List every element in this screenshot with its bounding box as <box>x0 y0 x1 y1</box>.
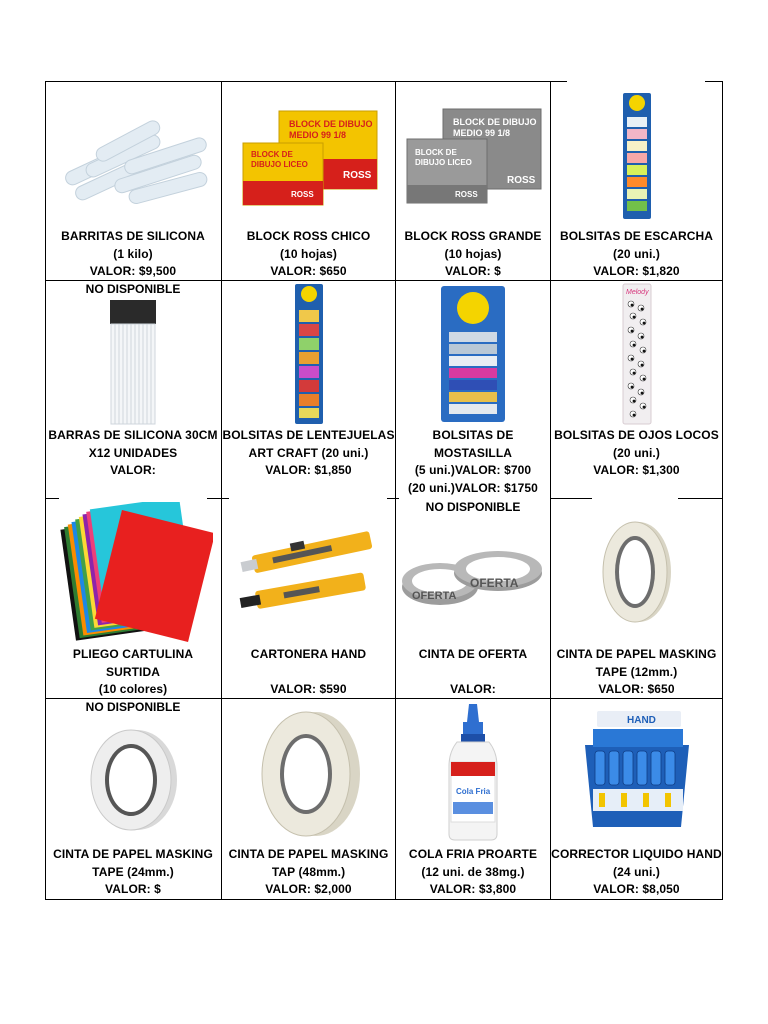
drawing-block-yellow-image <box>222 81 395 227</box>
product-name: PLIEGO CARTULINA SURTIDA <box>72 647 194 679</box>
product-name: CARTONERA HAND <box>250 647 367 661</box>
box-cutter-image <box>222 499 395 645</box>
product-detail: (10 hojas) <box>279 246 337 261</box>
product-name: CINTA DE PAPEL MASKING <box>556 647 717 661</box>
glitter-bags-image <box>551 81 722 227</box>
product-price: VALOR: $3,800 <box>429 882 517 896</box>
product-detail: (10 hojas) <box>444 246 502 261</box>
grid-col-right <box>722 81 723 900</box>
offer-tape-image <box>396 515 550 645</box>
tape-print: OFERTA <box>470 576 519 590</box>
product-price: VALOR: $590 <box>270 682 347 696</box>
silicone-bars-image <box>45 297 221 427</box>
product-price: VALOR: $ <box>105 882 161 896</box>
masking-tape-48-image <box>222 699 395 845</box>
white-glue-image <box>396 699 550 845</box>
bottle-label: Cola Fria <box>456 787 491 796</box>
masking-tape-24-image <box>45 713 221 845</box>
pack-label: BLOCK DE <box>415 148 457 157</box>
beads-bags-image <box>396 281 550 427</box>
status-label: NO DISPONIBLE <box>85 282 181 296</box>
silicone-sticks-image <box>45 81 221 227</box>
product-price: VALOR: $1,820 <box>593 264 680 278</box>
product-detail: ART CRAFT (20 uni.) <box>248 445 369 460</box>
product-detail: TAPE (24mm.) <box>92 864 174 879</box>
pack-label: MEDIO 99 1/8 <box>288 130 346 140</box>
status-label: NO DISPONIBLE <box>425 500 521 514</box>
pack-label: MEDIO 99 1/8 <box>453 128 511 138</box>
product-detail: (20 uni.) <box>613 246 660 261</box>
product-card <box>45 699 221 899</box>
product-price: VALOR: $8,050 <box>593 882 680 896</box>
product-price: VALOR: $ <box>445 264 501 278</box>
product-detail: (24 uni.) <box>613 864 660 879</box>
product-card <box>396 699 550 899</box>
product-name: CORRECTOR LIQUIDO HAND <box>551 847 722 861</box>
tape-print: OFERTA <box>412 590 457 602</box>
product-price-secondary: (20 uni.)VALOR: $1750 <box>408 480 538 495</box>
pack-label: DIBUJO LICEO <box>415 158 472 167</box>
product-card <box>551 81 722 281</box>
product-catalog-grid <box>45 81 723 900</box>
product-detail: (12 uni. de 38mg.) <box>421 864 525 879</box>
product-price: VALOR: $9,500 <box>89 264 177 278</box>
grid-line-bottom <box>45 899 723 900</box>
drawing-block-gray-image <box>396 81 550 227</box>
product-name: BARRAS DE SILICONA 30CM <box>48 428 218 442</box>
product-card <box>551 281 722 498</box>
product-card <box>45 499 221 698</box>
masking-tape-12-image <box>551 499 722 645</box>
product-name: BOLSITAS DE ESCARCHA <box>559 229 714 243</box>
status-label: NO DISPONIBLE <box>85 700 181 714</box>
product-card <box>222 699 395 899</box>
product-detail: (20 uni.) <box>613 445 660 460</box>
brand-logo: HAND <box>626 715 656 726</box>
pack-label: DIBUJO LICEO <box>250 160 308 169</box>
product-price: (5 uni.)VALOR: $700 <box>414 463 532 477</box>
product-card <box>222 499 395 698</box>
product-detail: (1 kilo) <box>113 246 153 261</box>
googly-eyes-image <box>551 281 722 427</box>
product-card <box>45 281 221 498</box>
product-card <box>45 81 221 281</box>
product-name: BARRITAS DE SILICONA <box>61 229 205 243</box>
brand-logo: ROSS <box>290 190 314 199</box>
brand-logo: ROSS <box>507 175 536 186</box>
product-card <box>551 499 722 698</box>
product-price: VALOR: $650 <box>598 682 675 696</box>
product-name: BOLSITAS DE LENTEJUELAS <box>222 428 395 442</box>
product-price: VALOR: $650 <box>270 264 347 278</box>
cardstock-sheets-image <box>45 499 221 645</box>
product-detail: TAP (48mm.) <box>271 864 346 879</box>
brand-logo: ROSS <box>455 190 478 199</box>
product-name: BLOCK ROSS GRANDE <box>404 229 542 243</box>
sequin-bags-image <box>222 281 395 427</box>
product-detail: X12 UNIDADES <box>88 445 178 460</box>
svg-text:Melody: Melody <box>625 289 649 296</box>
product-price: VALOR: $1,850 <box>265 463 352 477</box>
product-name: CINTA DE PAPEL MASKING <box>53 847 213 861</box>
product-name: BOLSITAS DE OJOS LOCOS <box>554 428 719 442</box>
brand-logo: ROSS <box>342 170 371 181</box>
product-detail: MOSTASILLA <box>433 445 513 460</box>
product-card <box>396 281 550 498</box>
product-price: VALOR: <box>110 463 156 477</box>
product-name: BOLSITAS DE <box>432 428 514 442</box>
product-card <box>551 699 722 899</box>
product-name: BLOCK ROSS CHICO <box>246 229 371 243</box>
product-name: CINTA DE PAPEL MASKING <box>228 847 389 861</box>
pack-label: BLOCK DE DIBUJO <box>453 117 537 127</box>
product-card <box>222 281 395 498</box>
product-name: CINTA DE OFERTA <box>418 647 528 661</box>
product-price: VALOR: <box>450 682 496 696</box>
product-card <box>222 81 395 281</box>
product-detail: TAPE (12mm.) <box>595 664 678 679</box>
product-price: VALOR: $2,000 <box>265 882 352 896</box>
product-detail: (10 colores) <box>98 682 168 696</box>
product-name: COLA FRIA PROARTE <box>408 847 538 861</box>
product-card <box>396 499 550 698</box>
pack-label: BLOCK DE <box>250 150 293 159</box>
product-card <box>396 81 550 281</box>
correction-pens-image <box>551 699 722 845</box>
pack-label: BLOCK DE DIBUJO <box>288 119 373 129</box>
product-price: VALOR: $1,300 <box>593 463 680 477</box>
